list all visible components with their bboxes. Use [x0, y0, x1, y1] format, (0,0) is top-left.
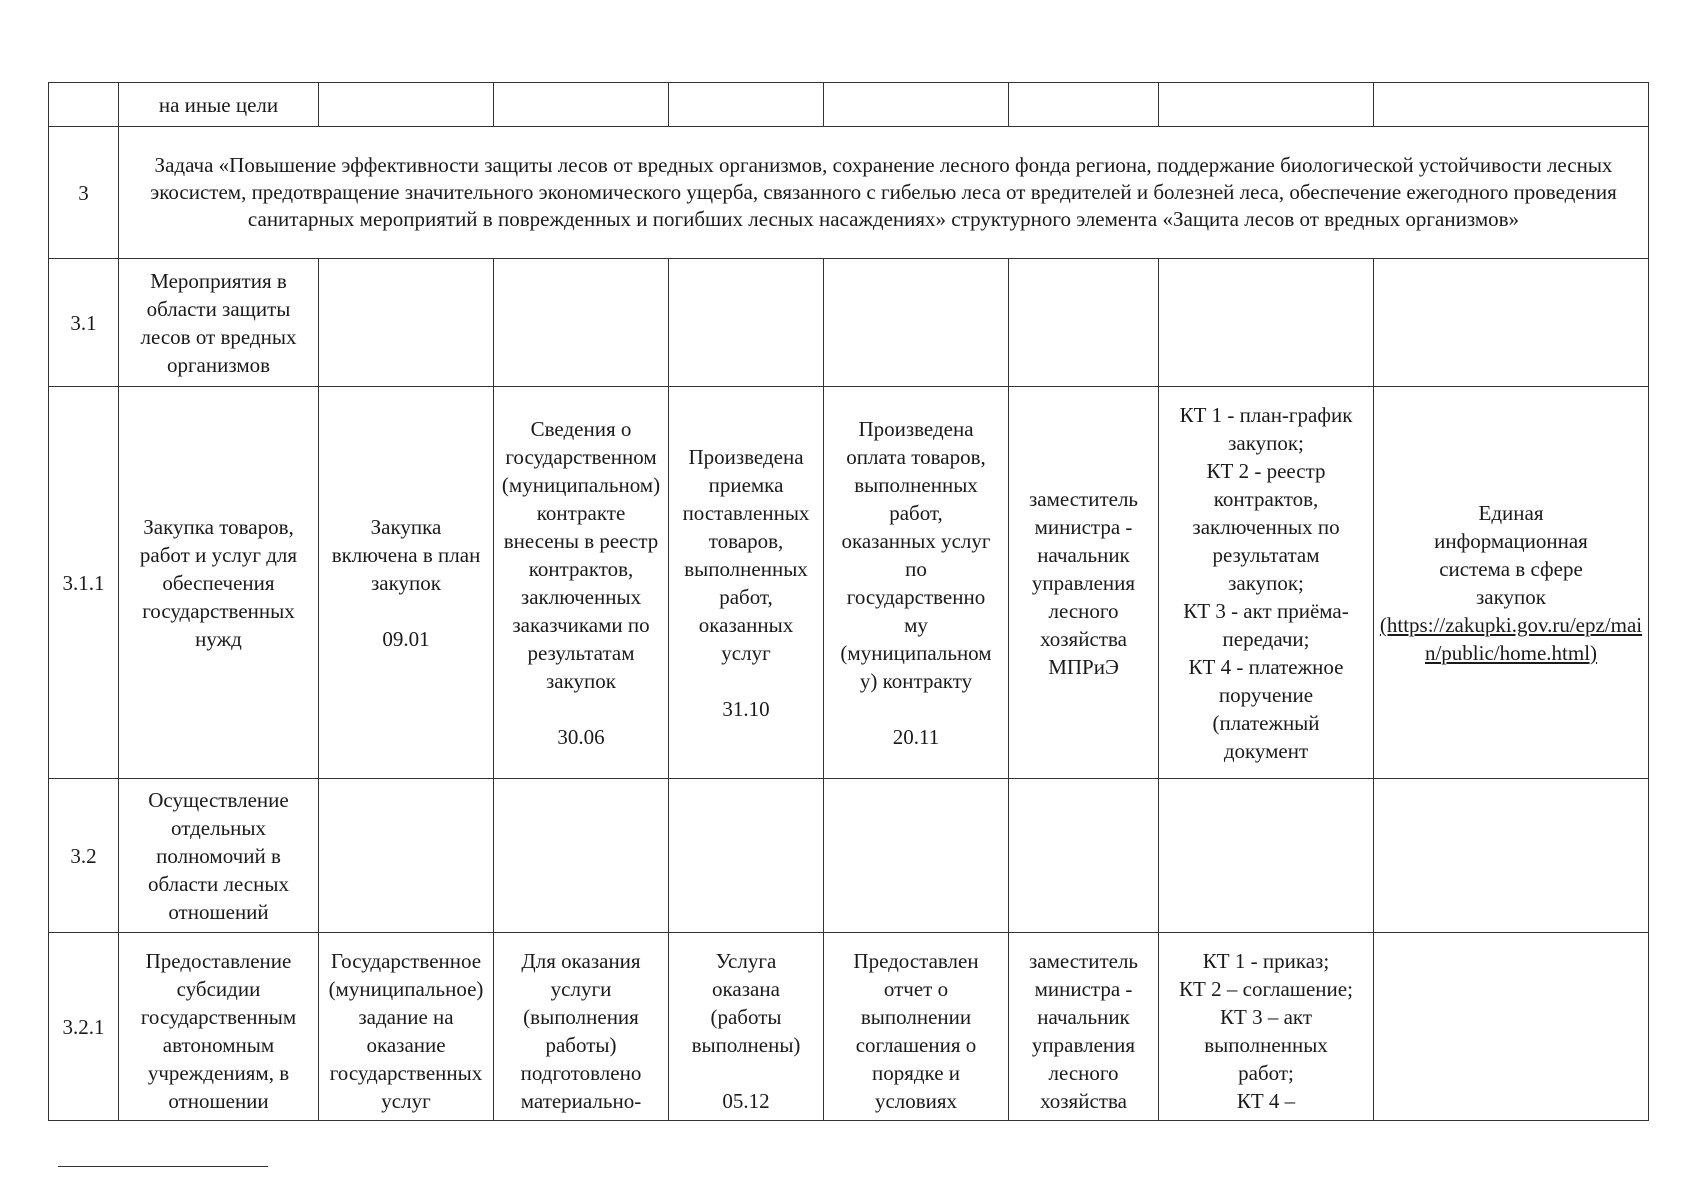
empty-cell [824, 779, 1009, 933]
responsible-person: заместитель министра - начальник управления лесного хозяйства [1009, 933, 1159, 1121]
empty-cell [319, 83, 494, 127]
empty-cell [494, 259, 669, 387]
empty-cell [1009, 83, 1159, 127]
empty-cell [669, 259, 824, 387]
empty-cell [669, 83, 824, 127]
empty-cell [1374, 259, 1649, 387]
table-row [49, 259, 1649, 387]
control-point-1: Государственное (муниципальное) задание на оказание государственных услуг [319, 933, 494, 1121]
empty-cell [1159, 83, 1374, 127]
row-number: 3.1.1 [49, 387, 119, 779]
control-point-4: Предоставлен отчет о выполнении соглашения о порядке и условиях [824, 933, 1009, 1121]
empty-cell [1159, 259, 1374, 387]
table-row [49, 387, 1649, 779]
table-row [49, 83, 1649, 127]
responsible-person: заместитель министра - начальник управления лесного хозяйства МПРиЭ [1009, 387, 1159, 779]
row-name: на иные цели [119, 83, 319, 127]
empty-cell [1009, 779, 1159, 933]
confirming-documents: КТ 1 - приказ; КТ 2 – соглашение; КТ 3 – акт выполненных работ; КТ 4 – [1159, 933, 1374, 1121]
information-system-name: Единая информационная система в сфере закупок [1434, 500, 1588, 609]
empty-cell [1374, 779, 1649, 933]
empty-cell [494, 779, 669, 933]
control-point-2: Для оказания услуги (выполнения работы) подготовлено материально- [494, 933, 669, 1121]
row-name: Мероприятия в области защиты лесов от вредных организмов [119, 259, 319, 387]
table-row [49, 933, 1649, 1121]
empty-cell [1009, 259, 1159, 387]
empty-cell [824, 83, 1009, 127]
row-number: 3.2.1 [49, 933, 119, 1121]
plan-table [48, 82, 1649, 1121]
empty-cell [1159, 779, 1374, 933]
row-number: 3.2 [49, 779, 119, 933]
task-heading: Задача «Повышение эффективности защиты лесов от вредных организмов, сохранение лесного фонда региона, поддержание биологической устойчивости лесных экосистем, предотвращение значительного экономического ущерба, связанного с гибелью леса от вредителей и болезней леса, обеспечение ежегодного проведения санитарных мероприятий в поврежденных и погибших лесных насаждениях» структурного элемента «Защита лесов от вредных организмов» [119, 127, 1649, 259]
row-name: Предоставление субсидии государственным автономным учреждениям, в отношении [119, 933, 319, 1121]
information-system [1374, 387, 1649, 779]
control-point-1: Закупка включена в план закупок 09.01 [319, 387, 494, 779]
row-number: 3 [49, 127, 119, 259]
information-system-link[interactable]: (https://zakupki.gov.ru/epz/main/public/home.html) [1379, 612, 1643, 665]
table-row [49, 127, 1649, 259]
empty-cell [824, 259, 1009, 387]
row-number [49, 83, 119, 127]
confirming-documents: КТ 1 - план-график закупок; КТ 2 - реестр контрактов, заключенных по результатам закупок; КТ 3 - акт приёма- передачи; КТ 4 - платежное поручение (платежный документ [1159, 387, 1374, 779]
control-point-4: Произведена оплата товаров, выполненных работ, оказанных услуг по государственно му (муниципальном у) контракту 20.11 [824, 387, 1009, 779]
table-row [49, 779, 1649, 933]
empty-cell [1374, 933, 1649, 1121]
empty-cell [1374, 83, 1649, 127]
row-name: Закупка товаров, работ и услуг для обеспечения государственных нужд [119, 387, 319, 779]
footnote-separator [58, 1166, 268, 1167]
control-point-3: Услуга оказана (работы выполнены) 05.12 [669, 933, 824, 1121]
row-name: Осуществление отдельных полномочий в области лесных отношений [119, 779, 319, 933]
control-point-3: Произведена приемка поставленных товаров, выполненных работ, оказанных услуг 31.10 [669, 387, 824, 779]
empty-cell [669, 779, 824, 933]
control-point-2: Сведения о государственном (муниципальном) контракте внесены в реестр контрактов, заключенных заказчиками по результатам закупок 30.06 [494, 387, 669, 779]
empty-cell [319, 259, 494, 387]
empty-cell [494, 83, 669, 127]
row-number: 3.1 [49, 259, 119, 387]
empty-cell [319, 779, 494, 933]
